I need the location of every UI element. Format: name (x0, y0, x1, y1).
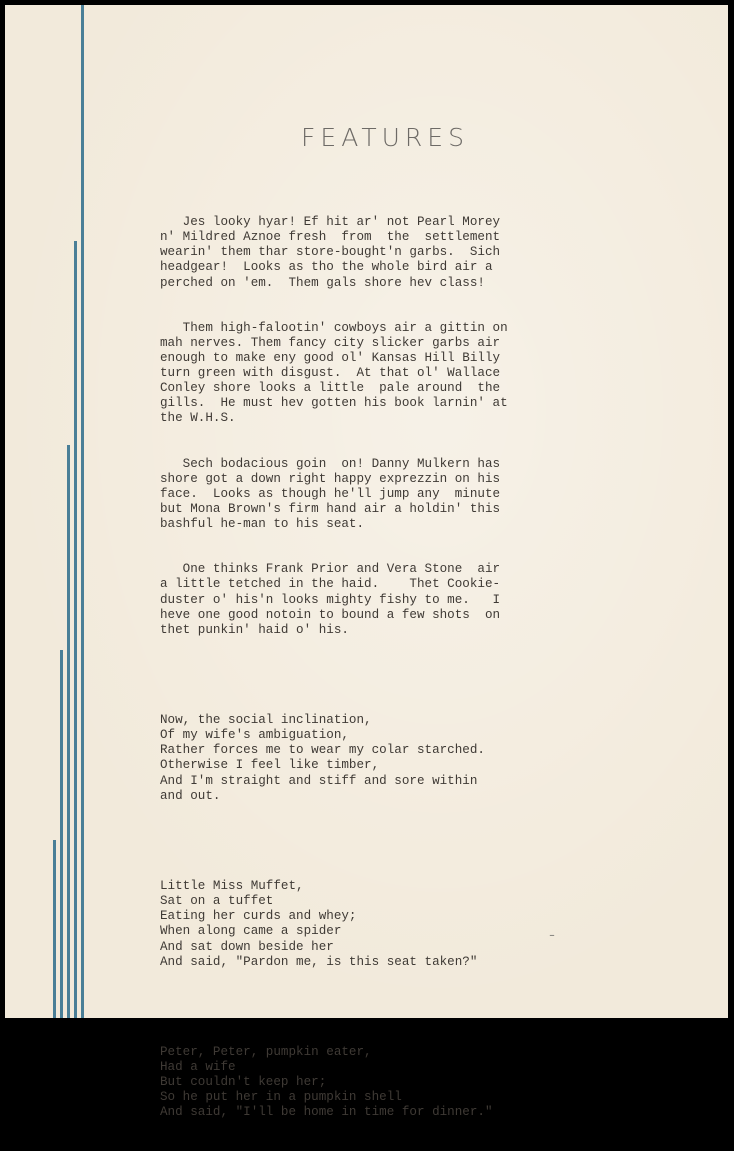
spacer (160, 834, 610, 849)
stray-ink-mark: ‒ (549, 931, 556, 942)
margin-rule-3 (67, 445, 70, 1018)
margin-rule-4 (74, 241, 77, 1018)
poem-miss-muffet: Little Miss Muffet, Sat on a tuffet Eating her curds and whey; When along came a spider And sat down beside her And said, "Pardon me, is this seat taken?" (160, 879, 478, 969)
margin-rule-2 (60, 650, 63, 1018)
paragraph-2: Them high-falootin' cowboys air a gittin on mah nerves. Them fancy city slicker garbs air enough to make eny good ol' Kansas Hill Billy turn green with disgust. At that ol' Wallace Conley shore looks a little pale around the gills. He must hev gotten his book larnin' at the W.H.S. (160, 320, 508, 426)
page-title: FEATURES (301, 123, 469, 152)
paragraph-3: Sech bodacious goin on! Danny Mulkern has shore got a down right happy exprezzin on his face. Looks as though he'll jump any minute but Mona Brown's firm hand air a holdin' this bashful he-man to his seat. (160, 456, 501, 532)
page-body (160, 185, 610, 1151)
margin-rule-1 (53, 840, 56, 1018)
spacer (160, 668, 610, 683)
poem-peter-pumpkin-eater: Peter, Peter, pumpkin eater, Had a wife But couldn't keep her; So he put her in a pumpkin shell And said, "I'll be home in time for dinner." (160, 1045, 493, 1120)
document-page (5, 5, 728, 1120)
poem-timber: Now, the social inclination, Of my wife's ambiguation, Rather forces me to wear my colar starched. Otherwise I feel like timber, And I'm straight and stiff and sore within and out. (160, 713, 485, 803)
margin-rule-5 (81, 5, 84, 1018)
paragraph-4: One thinks Frank Prior and Vera Stone air a little tetched in the haid. Thet Cookie- duster o' his'n looks mighty fishy to me. I heve one good notoin to bound a few shots on thet punkin' haid o' his. (160, 562, 501, 637)
paragraph-1: Jes looky hyar! Ef hit ar' not Pearl Morey n' Mildred Aznoe fresh from the settlement wearin' them thar store-bought'n garbs. Sich headgear! Looks as tho the whole bird air a perched on 'em. Them gals shore hev class! (160, 215, 501, 290)
spacer (160, 1000, 610, 1015)
